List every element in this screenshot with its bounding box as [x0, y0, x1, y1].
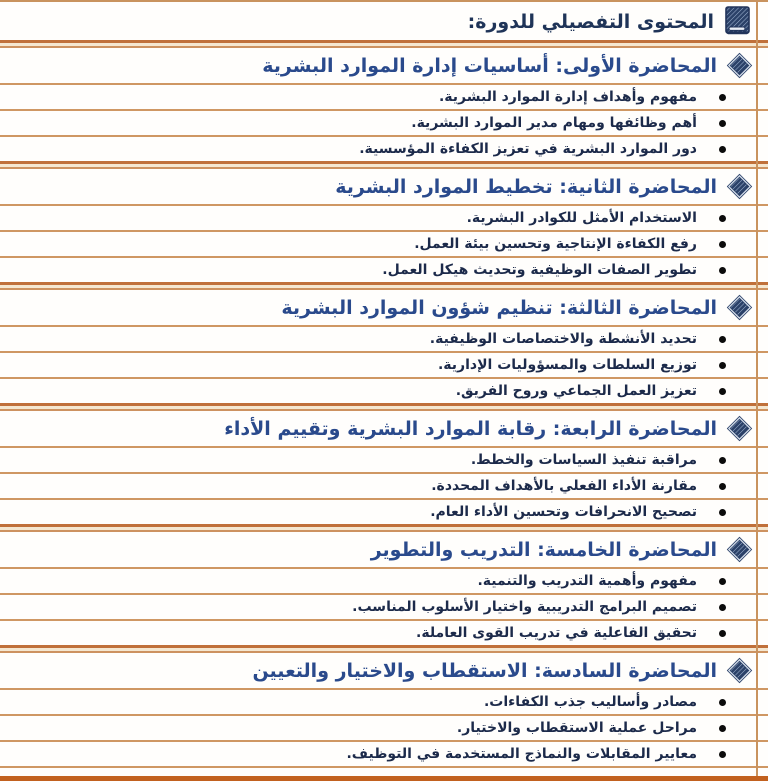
lecture-topic-item [0, 569, 768, 593]
divider [0, 282, 768, 290]
topic-text: مراقبة تنفيذ السياسات والخطط. [470, 452, 697, 468]
topic-text: توزيع السلطات والمسؤوليات الإدارية. [437, 357, 697, 373]
lecture-topic-item [0, 327, 768, 351]
bullet-dot-icon [719, 362, 726, 369]
lecture-topic-item [0, 595, 768, 619]
bullet-dot-icon [719, 388, 726, 395]
lecture-topic-item [0, 206, 768, 230]
lecture-title: المحاضرة الثانية: تخطيط الموارد البشرية [335, 176, 717, 198]
topic-text: مفهوم وأهداف إدارة الموارد البشرية. [438, 89, 697, 105]
bullet-dot-icon [719, 94, 726, 101]
bullet-dot-icon [719, 751, 726, 758]
lecture-topic-item [0, 85, 768, 109]
topic-text: تطوير الصفات الوظيفية وتحديث هيكل العمل. [382, 262, 697, 278]
divider [0, 161, 768, 169]
divider [0, 524, 768, 532]
bullet-dot-icon [719, 604, 726, 611]
lecture-topic-item [0, 500, 768, 524]
bullet-dot-icon [719, 457, 726, 464]
bullet-dot-icon [719, 215, 726, 222]
lecture-header [0, 169, 768, 204]
lecture-title: المحاضرة الخامسة: التدريب والتطوير [370, 539, 717, 561]
topic-text: رفع الكفاءة الإنتاجية وتحسين بيئة العمل. [414, 236, 697, 252]
topic-text: تصميم البرامج التدريبية واختيار الأسلوب المناسب. [352, 599, 697, 615]
bullet-dot-icon [719, 699, 726, 706]
lecture-topic-item [0, 742, 768, 766]
lecture-topic-item [0, 232, 768, 256]
lecture-topic-item [0, 474, 768, 498]
topic-text: تحديد الأنشطة والاختصاصات الوظيفية. [429, 331, 697, 347]
lecture-header [0, 532, 768, 567]
book-icon [722, 6, 752, 36]
topic-text: تصحيح الانحرافات وتحسين الأداء العام. [430, 504, 697, 520]
lecture-header [0, 411, 768, 446]
diamond-icon [726, 415, 753, 442]
bullet-dot-icon [719, 725, 726, 732]
lecture-header [0, 290, 768, 325]
lecture-topic-item [0, 379, 768, 403]
diamond-icon [726, 536, 753, 563]
divider [0, 40, 768, 48]
topic-text: مراحل عملية الاستقطاب والاختيار. [456, 720, 697, 736]
diamond-icon [726, 294, 753, 321]
lecture-topic-item [0, 137, 768, 161]
bullet-dot-icon [719, 578, 726, 585]
diamond-icon [726, 173, 753, 200]
right-vertical-rule [756, 2, 758, 776]
topic-text: مصادر وأساليب جذب الكفاءات. [483, 694, 697, 710]
topic-text: أهم وظائفها ومهام مدير الموارد البشرية. [411, 115, 697, 131]
topic-text: معايير المقابلات والنماذج المستخدمة في التوظيف. [346, 746, 697, 762]
lecture-topic-item [0, 690, 768, 714]
topic-text: تحقيق الفاعلية في تدريب القوى العاملة. [416, 625, 697, 641]
divider [0, 645, 768, 653]
lecture-title: المحاضرة الأولى: أساسيات إدارة الموارد البشرية [262, 55, 717, 77]
bottom-border [0, 776, 768, 781]
lecture-topic-item [0, 621, 768, 645]
topic-text: مقارنة الأداء الفعلي بالأهداف المحددة. [431, 478, 697, 494]
lecture-header [0, 48, 768, 83]
lecture-header [0, 653, 768, 688]
bullet-dot-icon [719, 630, 726, 637]
lecture-title: المحاضرة الثالثة: تنظيم شؤون الموارد البشرية [281, 297, 717, 319]
lecture-topic-item [0, 258, 768, 282]
diamond-icon [726, 657, 753, 684]
topic-text: دور الموارد البشرية في تعزيز الكفاءة المؤسسية. [359, 141, 697, 157]
bullet-dot-icon [719, 241, 726, 248]
diamond-icon [726, 52, 753, 79]
bullet-dot-icon [719, 509, 726, 516]
bullet-dot-icon [719, 483, 726, 490]
topic-text: الاستخدام الأمثل للكوادر البشرية. [466, 210, 697, 226]
lecture-topic-item [0, 111, 768, 135]
lecture-title: المحاضرة الرابعة: رقابة الموارد البشرية وتقييم الأداء [224, 418, 717, 440]
topic-text: تعزيز العمل الجماعي وروح الفريق. [455, 383, 697, 399]
lecture-topic-item [0, 716, 768, 740]
lecture-title: المحاضرة السادسة: الاستقطاب والاختيار والتعيين [252, 660, 717, 682]
bullet-dot-icon [719, 146, 726, 153]
lecture-topic-item [0, 353, 768, 377]
topic-text: مفهوم وأهمية التدريب والتنمية. [477, 573, 697, 589]
lecture-topic-item [0, 448, 768, 472]
bullet-dot-icon [719, 120, 726, 127]
bullet-dot-icon [719, 267, 726, 274]
page-title: المحتوى التفصيلي للدورة: [467, 10, 714, 33]
bullet-dot-icon [719, 336, 726, 343]
divider [0, 403, 768, 411]
course-content-title-row [0, 2, 768, 40]
